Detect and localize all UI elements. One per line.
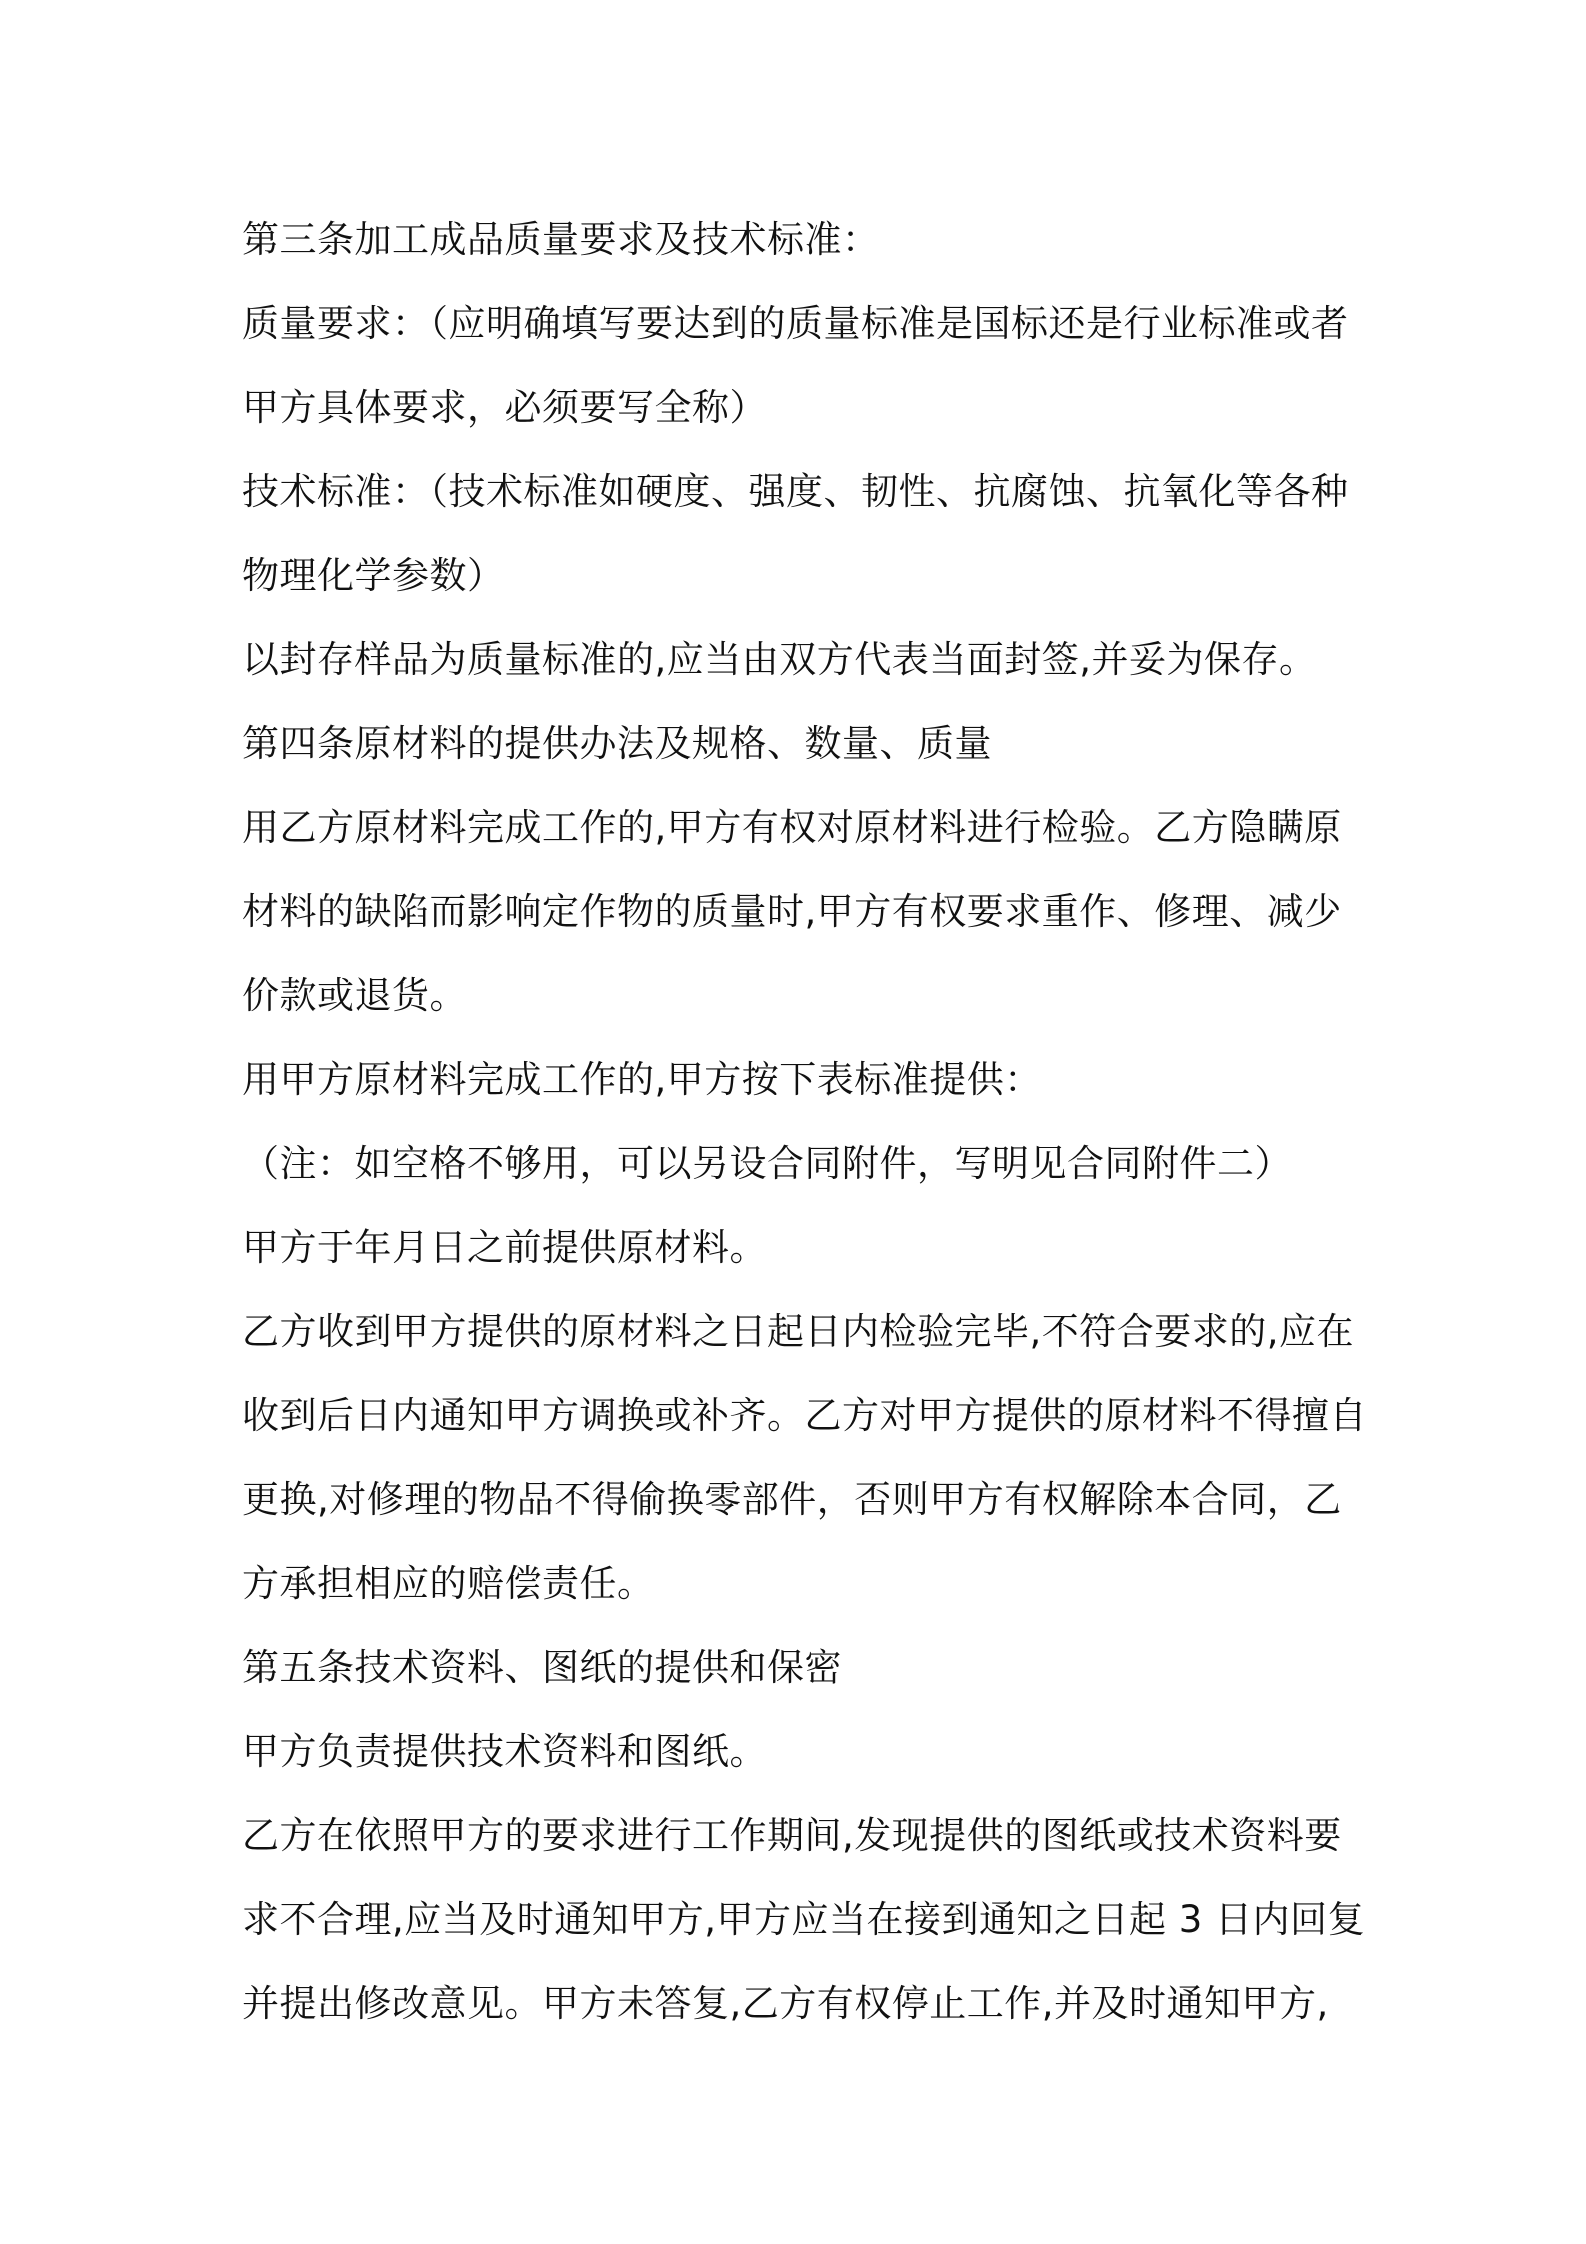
paragraph-line: 用乙方原材料完成工作的,甲方有权对原材料进行检验。乙方隐瞒原 — [242, 806, 1342, 849]
paragraph-line: 并提出修改意见。甲方未答复,乙方有权停止工作,并及时通知甲方, — [242, 1982, 1329, 2025]
paragraph-line: 甲方于年月日之前提供原材料。 — [242, 1226, 767, 1269]
paragraph-line: 技术标准：（技术标准如硬度、强度、韧性、抗腐蚀、抗氧化等各种 — [242, 470, 1349, 513]
clause-4-heading: 第四条原材料的提供办法及规格、数量、质量 — [242, 722, 992, 765]
paragraph-line: 乙方在依照甲方的要求进行工作期间,发现提供的图纸或技术资料要 — [242, 1814, 1342, 1857]
document-body — [242, 198, 1367, 2046]
note-line: （注：如空格不够用，可以另设合同附件，写明见合同附件二） — [242, 1142, 1292, 1185]
paragraph-line: 甲方负责提供技术资料和图纸。 — [242, 1730, 767, 1773]
paragraph-line: 求不合理,应当及时通知甲方,甲方应当在接到通知之日起 3 日内回复 — [242, 1898, 1366, 1941]
paragraph-line: 材料的缺陷而影响定作物的质量时,甲方有权要求重作、修理、减少 — [242, 890, 1342, 933]
paragraph-line: 质量要求：（应明确填写要达到的质量标准是国标还是行业标准或者 — [242, 302, 1349, 345]
paragraph-line: 价款或退货。 — [242, 974, 467, 1017]
paragraph-line: 更换,对修理的物品不得偷换零部件，否则甲方有权解除本合同，乙 — [242, 1478, 1342, 1521]
paragraph-line: 用甲方原材料完成工作的,甲方按下表标准提供： — [242, 1058, 1042, 1101]
paragraph-line: 物理化学参数） — [242, 554, 505, 597]
clause-5-heading: 第五条技术资料、图纸的提供和保密 — [242, 1646, 842, 1689]
clause-3-heading: 第三条加工成品质量要求及技术标准： — [242, 218, 880, 261]
paragraph-line: 乙方收到甲方提供的原材料之日起日内检验完毕,不符合要求的,应在 — [242, 1310, 1355, 1353]
paragraph-line: 甲方具体要求，必须要写全称） — [242, 386, 767, 429]
paragraph-line: 方承担相应的赔偿责任。 — [242, 1562, 655, 1605]
paragraph-line: 收到后日内通知甲方调换或补齐。乙方对甲方提供的原材料不得擅自 — [242, 1394, 1367, 1437]
paragraph-line: 以封存样品为质量标准的,应当由双方代表当面封签,并妥为保存。 — [242, 638, 1317, 681]
